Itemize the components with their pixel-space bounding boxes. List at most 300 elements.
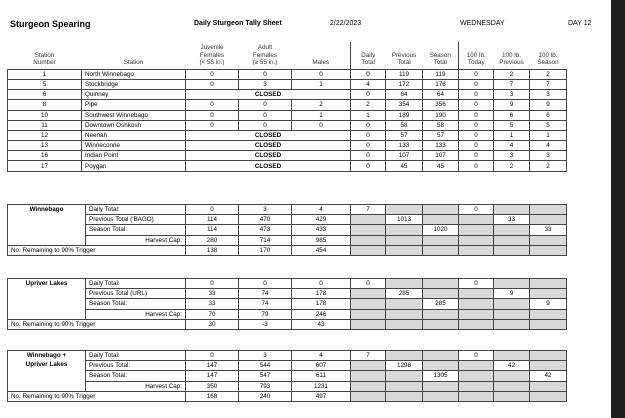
value-p100: 1 xyxy=(494,130,530,140)
value-s100 xyxy=(530,289,567,299)
adult-females: -3 xyxy=(239,319,292,329)
adult-females: 470 xyxy=(239,215,292,225)
adult-females: 74 xyxy=(239,299,292,309)
value-daily xyxy=(351,289,386,299)
males: 0 xyxy=(292,120,351,130)
value-daily xyxy=(351,361,386,371)
summary-row xyxy=(8,279,567,289)
value-season: 356 xyxy=(423,100,459,110)
column-header-line: Juvenile xyxy=(200,44,224,51)
males: 0 xyxy=(292,69,351,79)
value-t100: 0 xyxy=(459,351,494,361)
value-p100: 33 xyxy=(494,215,530,225)
value-p100 xyxy=(494,279,530,289)
summary-row xyxy=(8,289,567,299)
sheet-title: Sturgeon Spearing xyxy=(10,19,91,29)
section-name-line: Upriver Lakes xyxy=(25,361,68,368)
summary-row xyxy=(8,235,567,245)
value-season: 119 xyxy=(423,69,459,79)
value-s100 xyxy=(530,381,567,391)
value-season: 1020 xyxy=(423,225,459,235)
value-daily xyxy=(351,381,386,391)
males: 246 xyxy=(292,309,351,319)
summary-row xyxy=(8,371,567,381)
juvenile-females: 0 xyxy=(186,79,239,89)
value-p100: 7 xyxy=(494,79,530,89)
value-t100 xyxy=(459,381,494,391)
section-name xyxy=(8,351,86,392)
value-t100: 0 xyxy=(459,110,494,120)
value-p100 xyxy=(494,225,530,235)
station-name: Downtown Oshkosh xyxy=(82,120,186,130)
adult-females: 0 xyxy=(239,69,292,79)
column-header-line: Season xyxy=(429,51,451,59)
station-name: Indian Point xyxy=(82,151,186,161)
column-header-line: Previous xyxy=(391,51,417,59)
value-daily xyxy=(351,245,386,255)
summary-row xyxy=(8,351,567,361)
juvenile-females: 33 xyxy=(186,289,239,299)
station-number: 13 xyxy=(8,141,82,151)
value-season xyxy=(423,245,459,255)
section-name-line: Winnebago + xyxy=(26,352,67,359)
sheet-name: Daily Sturgeon Tally Sheet xyxy=(194,20,282,27)
males: 611 xyxy=(292,371,351,381)
juvenile-females: 0 xyxy=(186,205,239,215)
value-prev xyxy=(386,381,423,391)
value-season xyxy=(423,309,459,319)
remaining-label: No. Remaining to 90% Trigger xyxy=(8,245,186,255)
adult-females: 547 xyxy=(239,371,292,381)
section-name xyxy=(8,205,86,246)
value-t100: 0 xyxy=(459,141,494,151)
value-season xyxy=(423,351,459,361)
males: 429 xyxy=(292,215,351,225)
juvenile-females: 33 xyxy=(186,299,239,309)
value-s100: 9 xyxy=(530,100,567,110)
value-t100 xyxy=(459,309,494,319)
value-s100: 42 xyxy=(530,371,567,381)
value-s100 xyxy=(530,351,567,361)
summary-label: Daily Total: xyxy=(86,279,186,289)
summary-label: Season Total: xyxy=(86,371,186,381)
value-daily: 7 xyxy=(351,205,386,215)
juvenile-females: 0 xyxy=(186,100,239,110)
value-season xyxy=(423,289,459,299)
value-p100: 6 xyxy=(494,110,530,120)
value-daily: 0 xyxy=(351,120,386,130)
juvenile-females: 350 xyxy=(186,381,239,391)
column-header-line: (< 55 in.) xyxy=(199,59,225,67)
summary-row xyxy=(8,215,567,225)
value-p100: 4 xyxy=(494,141,530,151)
value-daily: 0 xyxy=(351,90,386,100)
value-p100: 5 xyxy=(494,120,530,130)
station-number: 1 xyxy=(8,69,82,79)
value-s100: 7 xyxy=(530,79,567,89)
males: 1231 xyxy=(292,381,351,391)
value-t100: 0 xyxy=(459,161,494,171)
value-t100: 0 xyxy=(459,279,494,289)
closed-badge: CLOSED xyxy=(186,161,351,171)
adult-females: 0 xyxy=(239,100,292,110)
value-season: 176 xyxy=(423,79,459,89)
males: 43 xyxy=(292,319,351,329)
value-daily xyxy=(351,371,386,381)
station-number: 5 xyxy=(8,79,82,89)
value-season: 285 xyxy=(423,299,459,309)
value-prev xyxy=(386,299,423,309)
value-s100 xyxy=(530,391,567,401)
males: 1 xyxy=(292,110,351,120)
juvenile-females: 0 xyxy=(186,110,239,120)
summary-label: Harvest Cap: xyxy=(86,309,186,319)
station-name: North Winnebago xyxy=(82,69,186,79)
value-s100: 2 xyxy=(530,69,567,79)
value-s100: 33 xyxy=(530,225,567,235)
value-s100: 9 xyxy=(530,299,567,309)
station-row xyxy=(8,110,567,120)
summary-label: Season Total: xyxy=(86,225,186,235)
value-p100: 9 xyxy=(494,100,530,110)
summary-row xyxy=(8,205,567,215)
station-row xyxy=(8,69,567,79)
section-table-combined xyxy=(7,350,567,402)
station-name: Stockbridge xyxy=(82,79,186,89)
value-prev xyxy=(386,225,423,235)
column-header-line: Daily xyxy=(361,51,376,59)
males: 178 xyxy=(292,289,351,299)
juvenile-females: 0 xyxy=(186,120,239,130)
males: 4 xyxy=(292,351,351,361)
value-prev: 58 xyxy=(386,120,423,130)
column-header-line: 100 lb. xyxy=(502,51,521,59)
value-daily xyxy=(351,225,386,235)
value-t100 xyxy=(459,299,494,309)
column-header-line: Today xyxy=(467,59,485,67)
value-daily xyxy=(351,309,386,319)
column-header xyxy=(530,42,567,69)
males: 4 xyxy=(292,205,351,215)
value-prev: 354 xyxy=(386,100,423,110)
value-t100: 0 xyxy=(459,130,494,140)
value-daily: 2 xyxy=(351,100,386,110)
summary-row xyxy=(8,299,567,309)
value-season: 58 xyxy=(423,120,459,130)
value-prev xyxy=(386,205,423,215)
value-prev xyxy=(386,371,423,381)
value-s100: 5 xyxy=(530,120,567,130)
juvenile-females: 0 xyxy=(186,351,239,361)
adult-females: 170 xyxy=(239,245,292,255)
value-season: 190 xyxy=(423,110,459,120)
value-t100: 0 xyxy=(459,90,494,100)
section-name-line: Upriver Lakes xyxy=(25,280,68,287)
value-prev xyxy=(386,391,423,401)
value-daily xyxy=(351,235,386,245)
males: 0 xyxy=(292,279,351,289)
males: 607 xyxy=(292,361,351,371)
remaining-label: No. Remaining to 90% Trigger xyxy=(8,319,186,329)
value-t100: 0 xyxy=(459,100,494,110)
adult-females: 3 xyxy=(239,351,292,361)
remaining-row xyxy=(8,245,567,255)
value-t100: 0 xyxy=(459,69,494,79)
value-daily: 7 xyxy=(351,351,386,361)
summary-label: Previous Total ('BAGO) xyxy=(86,215,186,225)
station-name: Neenah xyxy=(82,130,186,140)
value-season: 57 xyxy=(423,130,459,140)
value-t100 xyxy=(459,215,494,225)
column-header-line: 100 lb. xyxy=(466,51,486,59)
value-season xyxy=(423,361,459,371)
value-season xyxy=(423,205,459,215)
value-daily xyxy=(351,319,386,329)
value-s100 xyxy=(530,245,567,255)
value-season xyxy=(423,319,459,329)
summary-label: Daily Total: xyxy=(86,205,186,215)
value-s100: 3 xyxy=(530,90,567,100)
station-row xyxy=(8,161,567,171)
value-p100 xyxy=(494,245,530,255)
juvenile-females: 0 xyxy=(186,69,239,79)
value-t100 xyxy=(459,361,494,371)
value-s100 xyxy=(530,309,567,319)
value-t100: 0 xyxy=(459,151,494,161)
males: 454 xyxy=(292,245,351,255)
station-row xyxy=(8,141,567,151)
value-season xyxy=(423,279,459,289)
value-s100 xyxy=(530,361,567,371)
column-header xyxy=(386,42,423,69)
value-s100 xyxy=(530,205,567,215)
juvenile-females: 114 xyxy=(186,225,239,235)
summary-row xyxy=(8,361,567,371)
value-p100 xyxy=(494,309,530,319)
value-prev: 189 xyxy=(386,110,423,120)
column-header-row xyxy=(8,42,567,69)
value-p100 xyxy=(494,299,530,309)
value-prev: 64 xyxy=(386,90,423,100)
column-header-line: Females xyxy=(199,51,225,59)
column-header xyxy=(351,42,386,69)
sheet-date: 2/22/2023 xyxy=(330,20,362,27)
column-header-line: Total xyxy=(361,59,375,67)
remaining-label: No. Remaining to 90% Trigger xyxy=(8,391,186,401)
value-season xyxy=(423,381,459,391)
summary-row xyxy=(8,381,567,391)
value-p100: 3 xyxy=(494,90,530,100)
adult-females: 3 xyxy=(239,205,292,215)
value-s100: 2 xyxy=(530,161,567,171)
closed-badge: CLOSED xyxy=(186,151,351,161)
remaining-row xyxy=(8,391,567,401)
station-number: 10 xyxy=(8,110,82,120)
value-season xyxy=(423,215,459,225)
value-daily: 4 xyxy=(351,79,386,89)
station-number: 6 xyxy=(8,90,82,100)
value-s100: 3 xyxy=(530,151,567,161)
males: 2 xyxy=(292,100,351,110)
value-prev: 45 xyxy=(386,161,423,171)
value-season: 133 xyxy=(423,141,459,151)
column-header-line: Females xyxy=(252,51,278,59)
value-prev xyxy=(386,235,423,245)
adult-females: 240 xyxy=(239,391,292,401)
value-prev: 1013 xyxy=(386,215,423,225)
column-header-line: Total xyxy=(397,59,411,67)
summary-label: Daily Total: xyxy=(86,351,186,361)
adult-females: 0 xyxy=(239,279,292,289)
juvenile-females: 0 xyxy=(186,279,239,289)
value-p100: 9 xyxy=(494,289,530,299)
value-s100 xyxy=(530,319,567,329)
value-p100 xyxy=(494,391,530,401)
sheet-weekday: WEDNESDAY xyxy=(460,20,505,27)
value-prev xyxy=(386,309,423,319)
station-name: Winneconne xyxy=(82,141,186,151)
value-daily: 0 xyxy=(351,130,386,140)
adult-females: 0 xyxy=(239,120,292,130)
station-row xyxy=(8,90,567,100)
value-prev: 285 xyxy=(386,289,423,299)
value-t100 xyxy=(459,371,494,381)
summary-label: Harvest Cap: xyxy=(86,381,186,391)
station-name: Poygan xyxy=(82,161,186,171)
juvenile-females: 30 xyxy=(186,319,239,329)
column-header xyxy=(423,42,459,69)
adult-females: 793 xyxy=(239,381,292,391)
column-header-line: Total xyxy=(433,59,447,67)
column-header xyxy=(494,42,530,69)
value-season: 1305 xyxy=(423,371,459,381)
column-header xyxy=(239,42,292,69)
value-p100 xyxy=(494,205,530,215)
value-s100 xyxy=(530,279,567,289)
value-t100 xyxy=(459,245,494,255)
value-p100 xyxy=(494,319,530,329)
column-header xyxy=(8,42,82,69)
column-header xyxy=(459,42,494,69)
value-daily: 0 xyxy=(351,141,386,151)
value-t100: 0 xyxy=(459,205,494,215)
value-daily xyxy=(351,215,386,225)
value-t100: 0 xyxy=(459,79,494,89)
males: 433 xyxy=(292,225,351,235)
adult-females: 74 xyxy=(239,289,292,299)
value-prev xyxy=(386,351,423,361)
value-s100: 1 xyxy=(530,130,567,140)
males: 178 xyxy=(292,299,351,309)
station-name: Pipe xyxy=(82,100,186,110)
value-season: 45 xyxy=(423,161,459,171)
summary-label: Previous Total: xyxy=(86,361,186,371)
value-s100: 4 xyxy=(530,141,567,151)
station-number: 16 xyxy=(8,151,82,161)
value-daily xyxy=(351,299,386,309)
station-name: Southwest Winnebago xyxy=(82,110,186,120)
adult-females: 544 xyxy=(239,361,292,371)
value-p100: 2 xyxy=(494,69,530,79)
juvenile-females: 70 xyxy=(186,309,239,319)
value-season xyxy=(423,391,459,401)
column-header xyxy=(186,42,239,69)
column-header-line: Number xyxy=(33,59,56,67)
value-p100 xyxy=(494,351,530,361)
males: 985 xyxy=(292,235,351,245)
station-name: Quinney xyxy=(82,90,186,100)
station-number: 17 xyxy=(8,161,82,171)
station-row xyxy=(8,151,567,161)
value-prev: 107 xyxy=(386,151,423,161)
sheet-day: DAY 12 xyxy=(568,20,592,27)
remaining-row xyxy=(8,319,567,329)
station-table xyxy=(7,42,567,172)
column-header xyxy=(292,42,351,69)
closed-badge: CLOSED xyxy=(186,141,351,151)
value-prev xyxy=(386,279,423,289)
juvenile-females: 147 xyxy=(186,361,239,371)
column-header-line: (≥ 55 in.) xyxy=(252,59,278,67)
column-header-line: Season xyxy=(537,59,559,67)
column-header-line: 100 lb. xyxy=(538,51,558,59)
section-table-upriver-lakes xyxy=(7,278,567,330)
value-p100 xyxy=(494,235,530,245)
station-row xyxy=(8,79,567,89)
section-name-line: Winnebago xyxy=(29,206,64,213)
adult-females: 473 xyxy=(239,225,292,235)
juvenile-females: 114 xyxy=(186,215,239,225)
column-header-line: Station xyxy=(34,51,55,59)
closed-badge: CLOSED xyxy=(186,90,351,100)
value-s100: 6 xyxy=(530,110,567,120)
value-prev: 57 xyxy=(386,130,423,140)
summary-row xyxy=(8,225,567,235)
value-t100 xyxy=(459,235,494,245)
value-p100: 2 xyxy=(494,161,530,171)
value-prev: 119 xyxy=(386,69,423,79)
column-header-line: Adult xyxy=(257,44,273,51)
station-number: 11 xyxy=(8,120,82,130)
value-s100 xyxy=(530,235,567,245)
value-t100 xyxy=(459,391,494,401)
adult-females: 714 xyxy=(239,235,292,245)
value-t100 xyxy=(459,289,494,299)
closed-badge: CLOSED xyxy=(186,130,351,140)
value-season: 107 xyxy=(423,151,459,161)
value-t100 xyxy=(459,319,494,329)
value-prev xyxy=(386,245,423,255)
column-header-line: Previous xyxy=(499,59,524,67)
value-p100 xyxy=(494,371,530,381)
value-p100 xyxy=(494,381,530,391)
sheet-header xyxy=(8,20,608,34)
column-header-line: Station xyxy=(123,59,144,67)
adult-females: 3 xyxy=(239,79,292,89)
value-season: 64 xyxy=(423,90,459,100)
column-header-line: Males xyxy=(312,59,330,67)
station-row xyxy=(8,120,567,130)
value-season xyxy=(423,235,459,245)
adult-females: 79 xyxy=(239,309,292,319)
value-prev xyxy=(386,319,423,329)
juvenile-females: 147 xyxy=(186,371,239,381)
summary-label: Previous Total (URL) xyxy=(86,289,186,299)
summary-label: Harvest Cap: xyxy=(86,235,186,245)
juvenile-females: 168 xyxy=(186,391,239,401)
summary-row xyxy=(8,309,567,319)
juvenile-females: 280 xyxy=(186,235,239,245)
